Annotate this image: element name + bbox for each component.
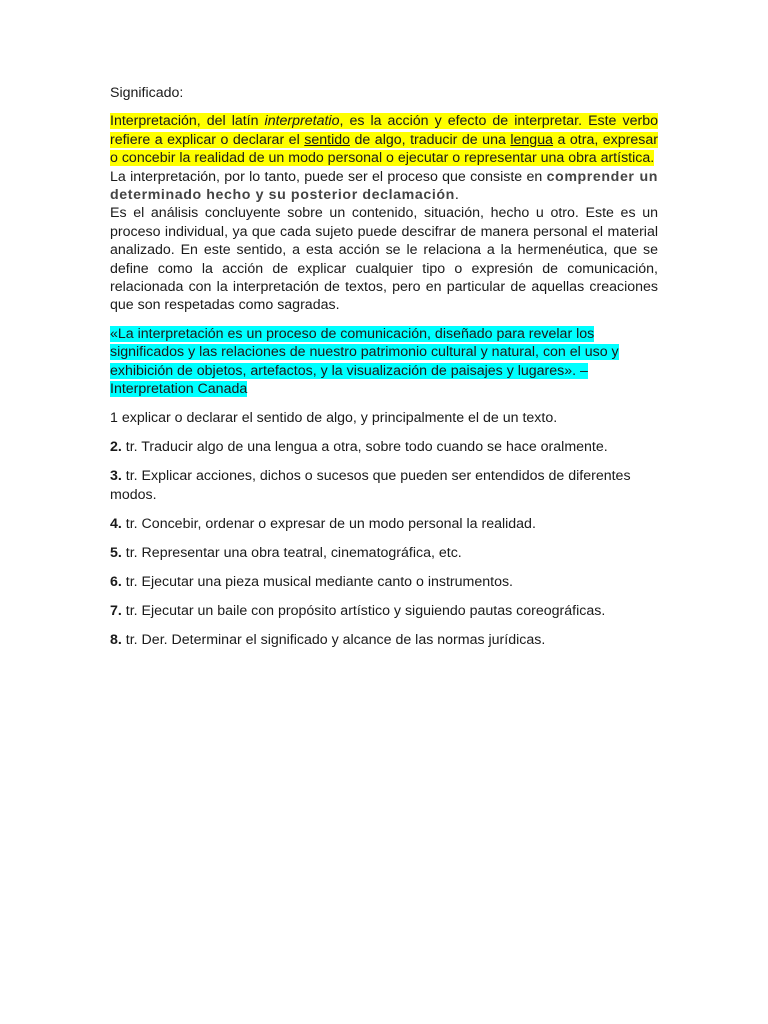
paragraph-2-bold: comprender un determinado hecho y su posterior declamación [110,168,658,204]
sentido-link[interactable]: sentido [304,131,350,148]
intro-text: , es la acción y efecto de interpretar. Este verbo refiere a explicar o declarar el [110,113,658,148]
definition-number: 3. [110,468,122,485]
definition-text: tr. Explicar acciones, dichos o sucesos que pueden ser entendidos de diferentes modos. [110,468,631,503]
definition-number: 7. [110,602,122,619]
lengua-link[interactable]: lengua [510,131,553,148]
heading: Significado: [110,85,184,101]
definition-text: 1 explicar o declarar el sentido de algo, y principalmente el de un texto. [110,410,558,427]
definition-item [110,631,658,649]
intro-paragraph [110,112,658,167]
definition-item [110,438,658,456]
definition-item [110,515,658,533]
document-body [110,84,658,649]
paragraph-3: Es el análisis concluyente sobre un contenido, situación, hecho u otro. Este es un proceso individual, ya que cada sujeto puede descifrar de manera personal el material analizado. En este sentido, a esta acción se le relaciona a la hermenéutica, que se define como la acción de explicar cualquier tipo o expresión de comunicación, relacionada con la interpretación de textos, pero en particular de aquellas creaciones que son respetadas como sagradas. [110,205,658,314]
definition-item [110,573,658,591]
intro-text: Interpretación, del latín [110,113,265,130]
definition-number: 4. [110,515,122,532]
definition-item [110,544,658,562]
definition-item [110,602,658,620]
definition-number: 6. [110,573,122,590]
definition-list [110,409,658,649]
definition-item [110,409,658,427]
definition-number: 5. [110,544,122,561]
quote-highlight: «La interpretación es un proceso de comunicación, diseñado para revelar los significados y las relaciones de nuestro patrimonio cultural y natural, con el uso y exhibición de objetos, artefactos, y la visualización de paisajes y lugares». – Interpretation Canada [110,325,619,398]
definition-text: tr. Representar una obra teatral, cinematográfica, etc. [121,544,462,561]
paragraph-2-end: . [454,187,459,204]
intro-text: a otra, expresar o concebir la realidad de un modo personal o ejecutar o representar una obra artística. [110,131,658,167]
paragraph-2 [110,168,658,205]
definition-text: tr. Der. Determinar el significado y alcance de las normas jurídicas. [121,631,546,648]
definition-text: tr. Concebir, ordenar o expresar de un modo personal la realidad. [121,515,536,532]
definition-number: 2. [110,439,122,456]
paragraph-2-text: La interpretación, por lo tanto, puede ser el proceso que consiste en [110,168,547,185]
quote-paragraph [110,325,658,399]
definition-text: tr. Ejecutar un baile con propósito artístico y siguiendo pautas coreográficas. [121,602,606,619]
highlight-yellow [110,113,658,166]
definition-text: tr. Traducir algo de una lengua a otra, sobre todo cuando se hace oralmente. [121,439,608,456]
definition-number: 8. [110,631,122,648]
definition-item [110,467,658,504]
latin-word: interpretatio [264,113,340,130]
definition-text: tr. Ejecutar una pieza musical mediante canto o instrumentos. [121,573,513,590]
intro-text: de algo, traducir de una [350,131,511,148]
